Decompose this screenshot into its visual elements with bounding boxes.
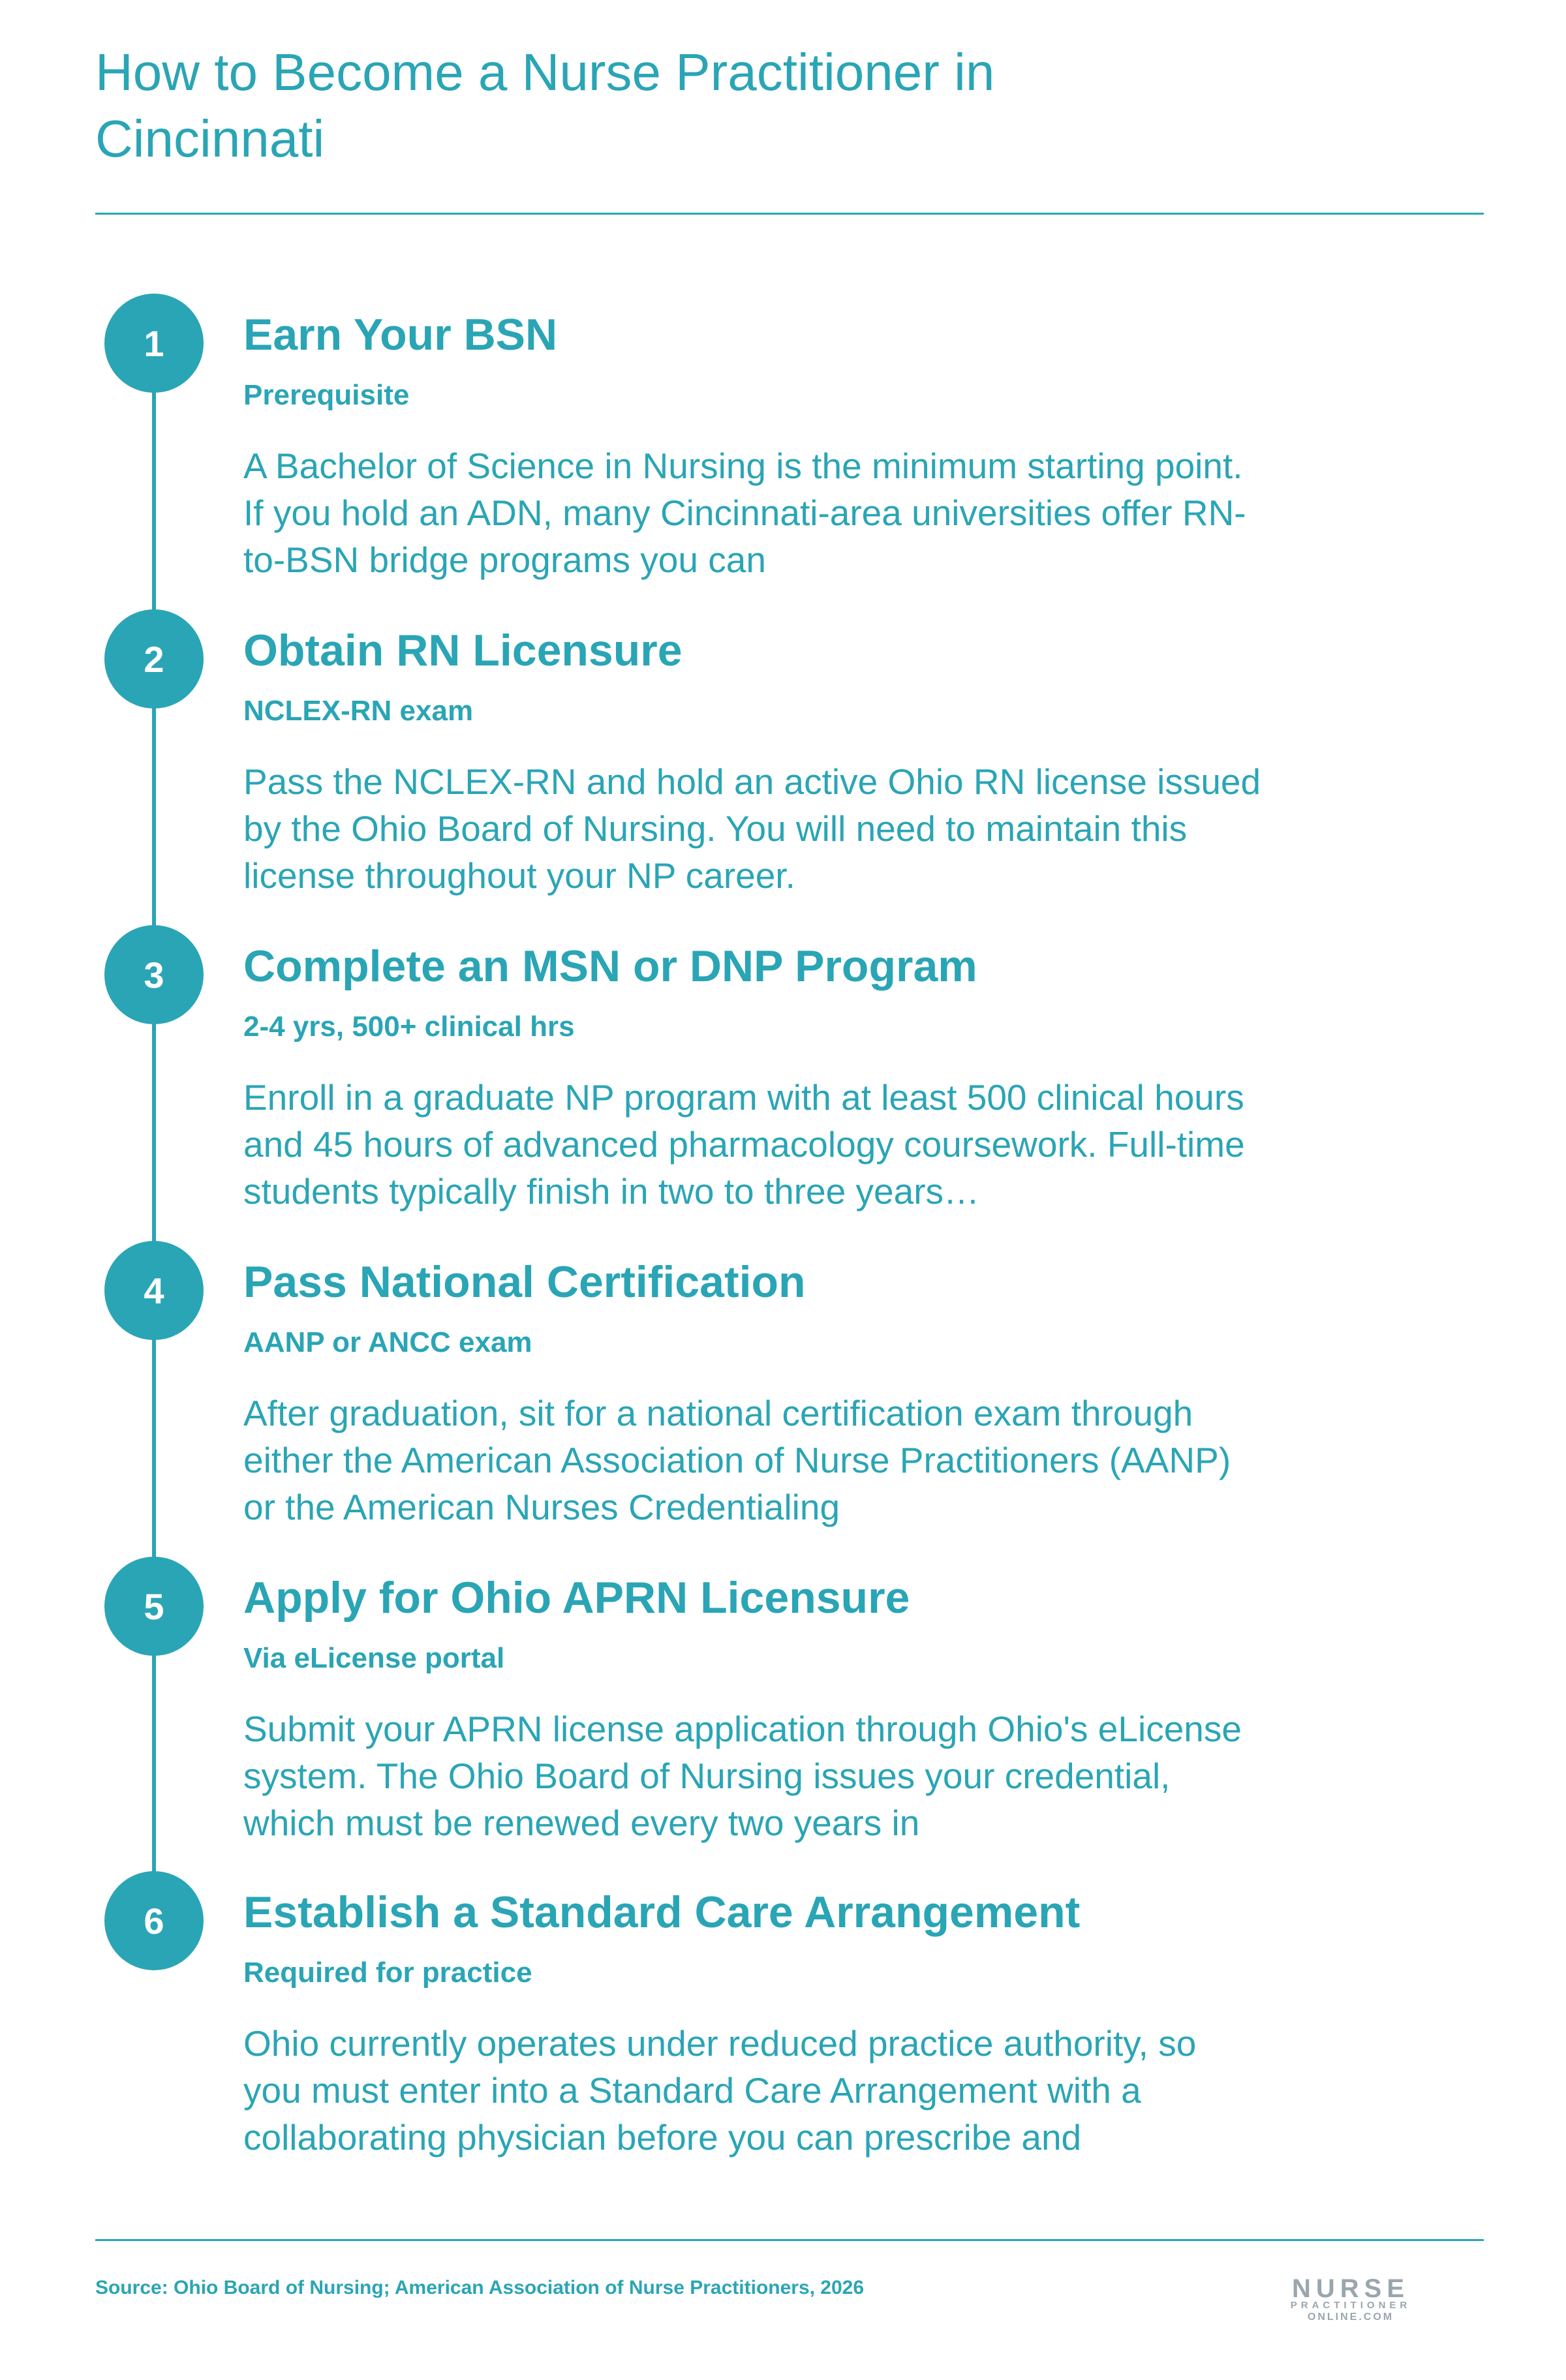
step-1	[0, 294, 1566, 607]
step-subtitle: NCLEX-RN exam	[243, 695, 474, 727]
step-3	[0, 925, 1566, 1238]
step-number-badge: 4	[104, 1241, 204, 1340]
logo-tagline: PRACTITIONER	[1290, 2300, 1411, 2311]
step-4	[0, 1241, 1566, 1554]
step-description: Submit your APRN license application through Ohio's eLicense system. The Ohio Board of Nursing issues your credential, which must be renewed every two years in	[243, 1709, 1242, 1843]
step-title: Apply for Ohio APRN Licensure	[243, 1573, 910, 1623]
step-title: Pass National Certification	[243, 1257, 806, 1307]
logo-wordmark: NURSE	[1291, 2274, 1410, 2303]
step-title: Obtain RN Licensure	[243, 626, 683, 675]
step-description: Ohio currently operates under reduced practice authority, so you must enter into a Standard Care Arrangement with a collaborating physician before you can prescribe and	[243, 2023, 1197, 2158]
step-number-badge: 1	[104, 294, 204, 393]
step-description: Enroll in a graduate NP program with at least 500 clinical hours and 45 hours of advanced pharmacology coursework. Full-time students typically finish in two to three years…	[243, 1077, 1245, 1212]
logo-domain: ONLINE.COM	[1307, 2311, 1394, 2323]
step-5	[0, 1557, 1566, 1870]
step-number-badge: 2	[104, 609, 204, 709]
step-number-badge: 5	[104, 1557, 204, 1656]
step-subtitle: AANP or ANCC exam	[243, 1326, 532, 1358]
source-citation: Source: Ohio Board of Nursing; American Association of Nurse Practitioners, 2026	[95, 2277, 865, 2298]
step-title: Earn Your BSN	[243, 310, 558, 359]
step-description: A Bachelor of Science in Nursing is the minimum starting point. If you hold an ADN, many Cincinnati-area universities offer RN-to-BSN bridge programs you can	[243, 446, 1246, 580]
step-number-badge: 3	[104, 925, 204, 1024]
step-subtitle: Required for practice	[243, 1957, 532, 1989]
step-description: Pass the NCLEX-RN and hold an active Ohio RN license issued by the Ohio Board of Nursing. You will need to maintain this license throughout your NP career.	[243, 761, 1261, 896]
top-divider	[95, 213, 1484, 215]
step-title: Establish a Standard Care Arrangement	[243, 1887, 1081, 1937]
step-subtitle: Via eLicense portal	[243, 1642, 505, 1674]
step-number-badge: 6	[104, 1871, 204, 1970]
step-2	[0, 609, 1566, 923]
step-description: After graduation, sit for a national certification exam through either the American Association of Nurse Practitioners (AANP) or the American Nurses Credentialing	[243, 1393, 1231, 1527]
step-6	[0, 1871, 1566, 2184]
bottom-divider	[95, 2239, 1484, 2241]
step-subtitle: 2-4 yrs, 500+ clinical hrs	[243, 1011, 575, 1043]
brand-logo	[1253, 2276, 1449, 2323]
step-subtitle: Prerequisite	[243, 379, 410, 411]
page-title: How to Become a Nurse Practitioner in Cincinnati	[95, 43, 995, 168]
step-title: Complete an MSN or DNP Program	[243, 941, 977, 991]
